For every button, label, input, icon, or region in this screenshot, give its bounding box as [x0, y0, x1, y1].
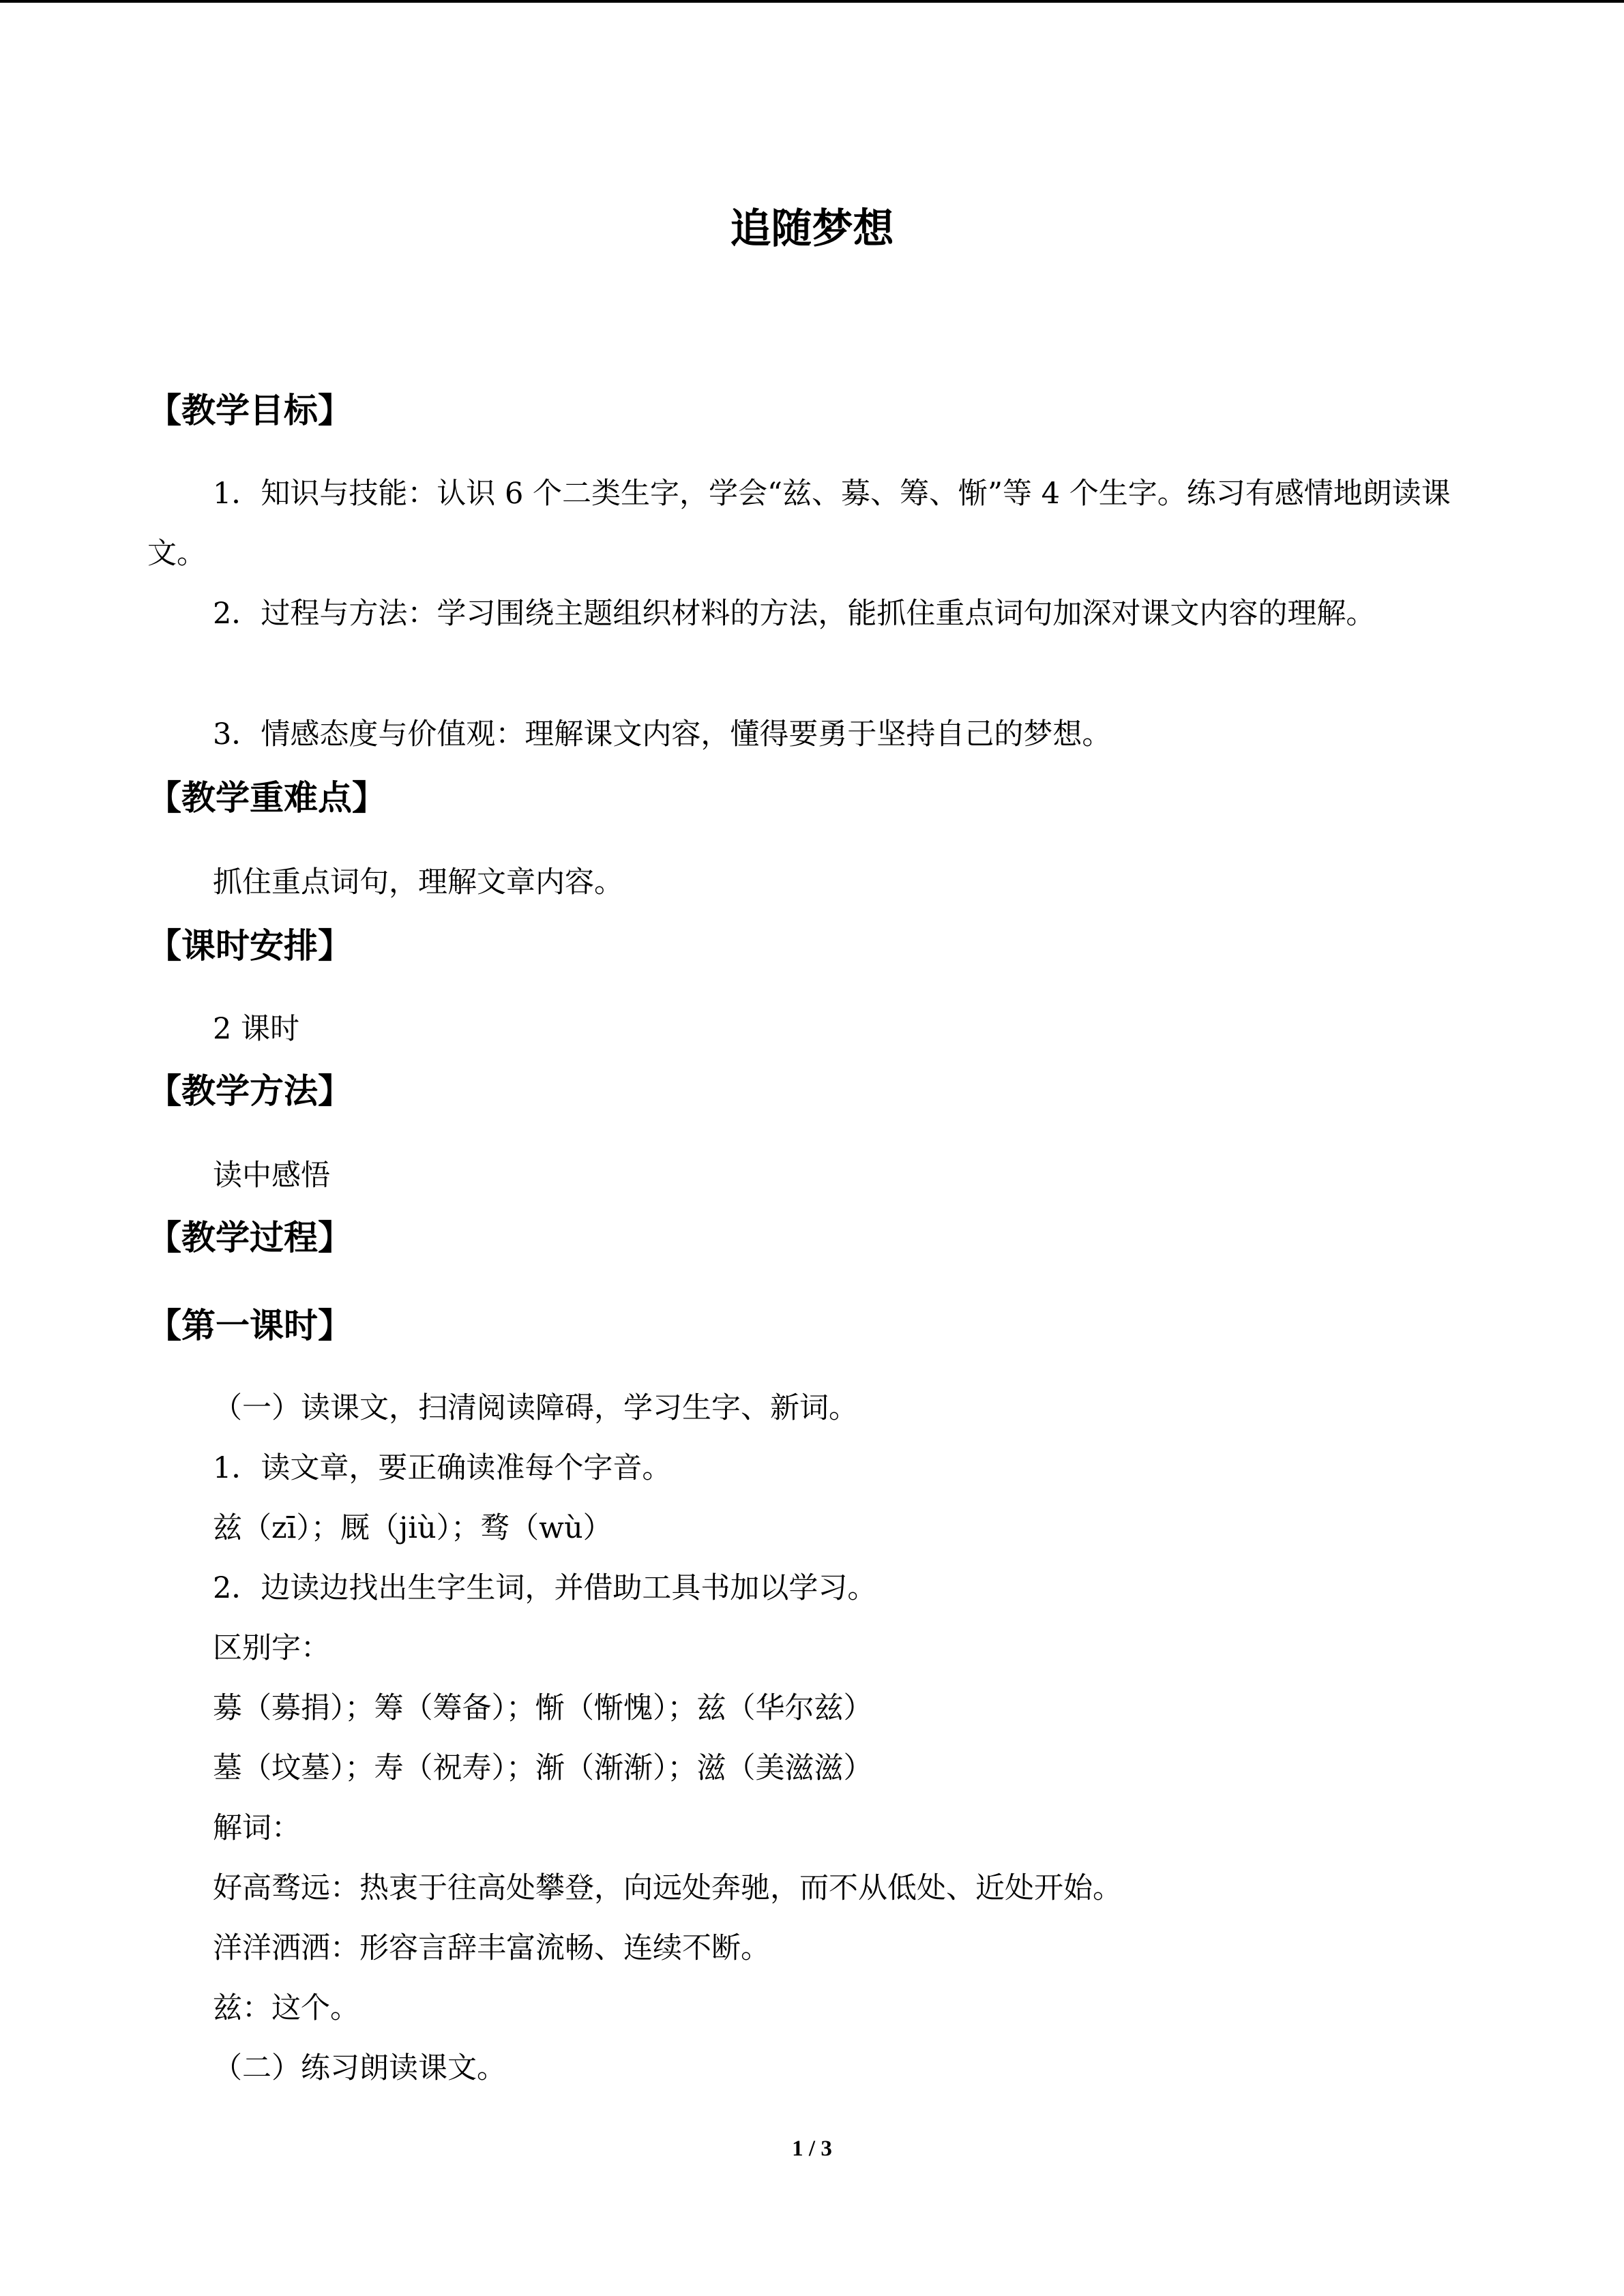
heading-schedule: 【课时安排】 — [147, 926, 352, 966]
lesson1-line-10: 洋洋洒洒：形容言辞丰富流畅、连续不断。 — [213, 1931, 770, 1965]
heading-key-points: 【教学重难点】 — [147, 778, 386, 818]
lesson1-line-5: 区别字： — [213, 1631, 330, 1665]
heading-process: 【教学过程】 — [147, 1218, 352, 1257]
lesson1-line-12: （二）练习朗读课文。 — [213, 2051, 506, 2085]
lesson1-line-3: 兹（zī）；厩（jiù）；骛（wù） — [213, 1511, 612, 1545]
lesson1-line-11: 兹：这个。 — [213, 1991, 359, 2025]
lesson1-line-8: 解词： — [213, 1811, 301, 1845]
page-indicator: 1 / 3 — [792, 2136, 832, 2161]
document-title: 追随梦想 — [730, 205, 894, 253]
objective-item-3: 3．情感态度与价值观：理解课文内容，懂得要勇于坚持自己的梦想。 — [213, 717, 1112, 751]
schedule-text: 2 课时 — [213, 1012, 300, 1046]
lesson1-line-1: （一）读课文，扫清阅读障碍，学习生字、新词。 — [213, 1391, 858, 1425]
heading-objectives: 【教学目标】 — [147, 391, 352, 430]
objective-item-1: 1．知识与技能：认识 6 个二类生字，学会“兹、募、筹、惭”等 4 个生字。练习有感情地朗读课文。 — [147, 477, 1451, 571]
lesson1-line-6: 募（募捐）；筹（筹备）；惭（惭愧）；兹（华尔兹） — [213, 1691, 873, 1725]
key-points-text: 抓住重点词句，理解文章内容。 — [213, 865, 623, 899]
lesson1-line-4: 2．边读边找出生字生词，并借助工具书加以学习。 — [213, 1571, 877, 1605]
objective-item-2: 2．过程与方法：学习围绕主题组织材料的方法，能抓住重点词句加深对课文内容的理解。 — [213, 597, 1376, 631]
lesson1-line-7: 墓（坟墓）；寿（祝寿）；渐（渐渐）；滋（美滋滋） — [213, 1751, 873, 1785]
method-text: 读中感悟 — [213, 1159, 330, 1193]
lesson1-line-9: 好高骛远：热衷于往高处攀登，向远处奔驰，而不从低处、近处开始。 — [213, 1871, 1122, 1905]
lesson1-line-2: 1．读文章，要正确读准每个字音。 — [213, 1451, 672, 1485]
heading-method: 【教学方法】 — [147, 1071, 352, 1111]
heading-lesson-1: 【第一课时】 — [147, 1306, 352, 1345]
